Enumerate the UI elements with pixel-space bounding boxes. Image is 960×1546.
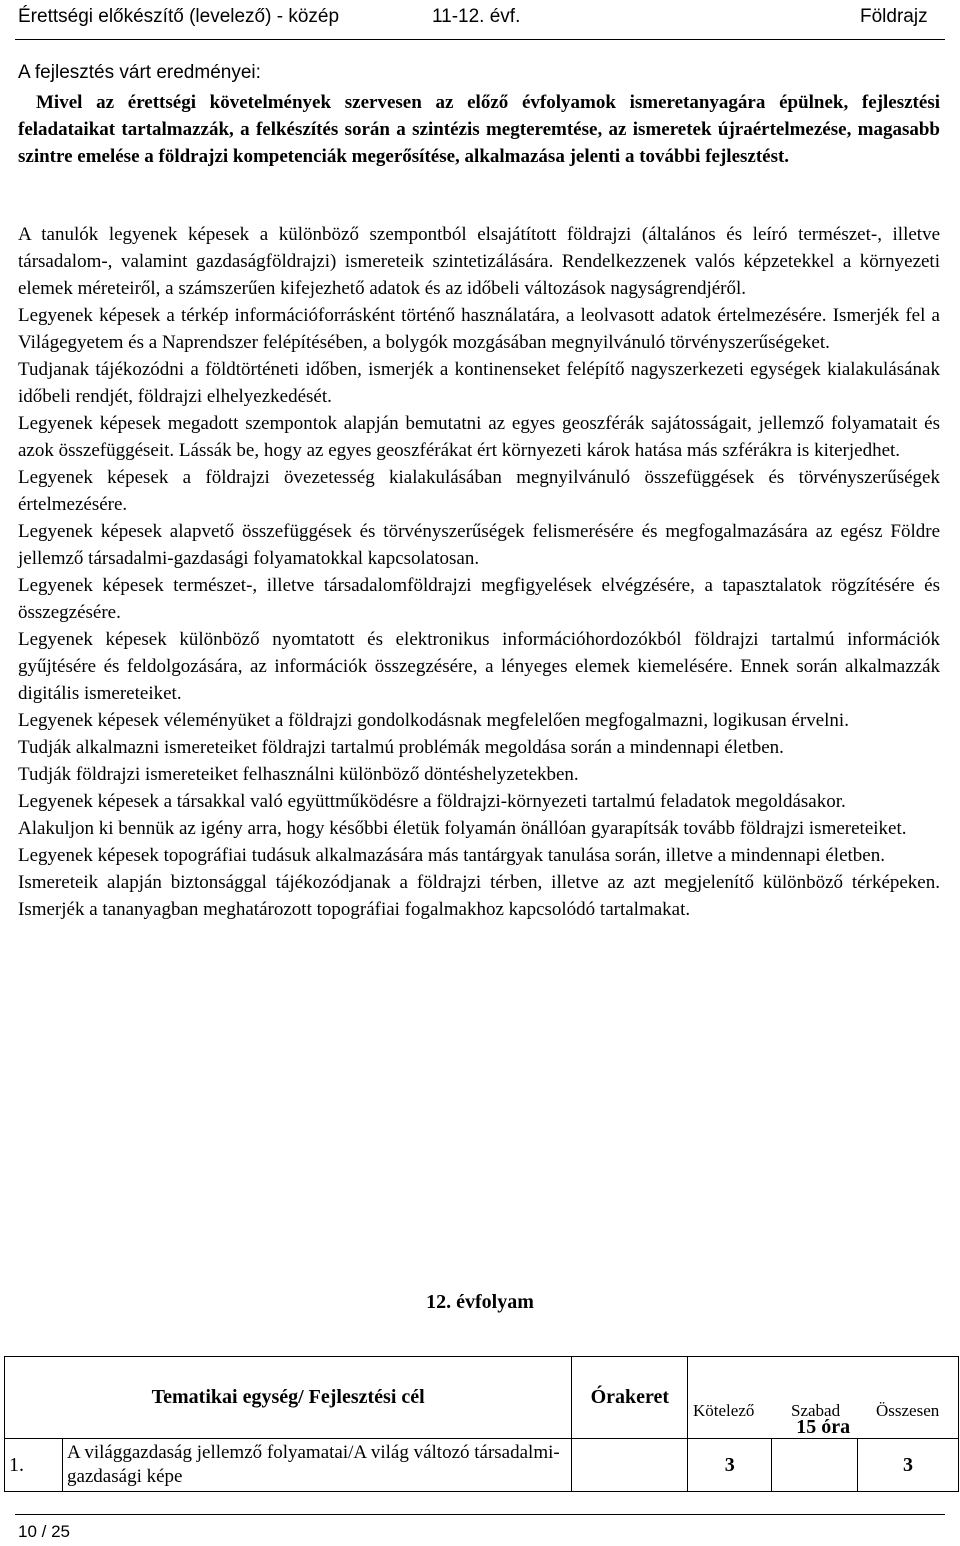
footer-divider bbox=[15, 1514, 945, 1515]
outcome-paragraph: Legyenek képesek a társakkal való együttműködésre a földrajzi-környezeti tartalmú feladatok megoldásakor. bbox=[18, 791, 846, 812]
row-free bbox=[772, 1439, 858, 1492]
curriculum-table bbox=[4, 1356, 959, 1492]
page-header bbox=[0, 0, 960, 40]
row-index: 1. bbox=[5, 1439, 63, 1492]
total-hours: 15 óra bbox=[688, 1357, 959, 1439]
outcome-paragraph: Legyenek képesek megadott szempontok alapján bemutatni az egyes geoszférák sajátosságait, jellemző folyamatait és azok összefüggéseit. Lássák be, hogy az egyes geoszférákat ért környezeti károk hatása más szférákra is kiterjedhet. bbox=[18, 413, 940, 461]
row-total: 3 bbox=[858, 1439, 959, 1492]
outcomes-list bbox=[18, 221, 940, 923]
row-required: 3 bbox=[688, 1439, 772, 1492]
required-column-header: Kötelező bbox=[693, 1401, 755, 1420]
table-row bbox=[5, 1439, 959, 1492]
outcome-paragraph: Tudják földrajzi ismereteiket felhasználni különböző döntéshelyzetekben. bbox=[18, 764, 579, 785]
outcome-paragraph: A tanulók legyenek képesek a különböző szempontból elsajátított földrajzi (általános és leíró természet-, illetve társadalom-, valamint gazdaságföldrajzi) ismereteik szintetizálására. Rendelkezzenek valós képzetekkel a környezeti elemek méreteiről, a számszerűen kifejezhető adatok és az időbeli változások nagyságrendjéről. bbox=[18, 224, 940, 299]
outcome-paragraph: Ismereteik alapján biztonsággal tájékozódjanak a földrajzi térben, illetve az azt megjelenítő különböző térképeken. Ismerjék a tananyagban meghatározott topográfiai fogalmakhoz kapcsolódó tartalmakat. bbox=[18, 872, 940, 920]
outcome-paragraph: Legyenek képesek a térkép információforrásként történő használatára, a leolvasott adatok értelmezésére. Ismerjék fel a Világegyetem és a Naprendszer felépítésében, a bolygók mozgásában megnyilvánuló törvényszerűségeket. bbox=[18, 305, 940, 353]
outcome-paragraph: Alakuljon ki bennük az igény arra, hogy későbbi életük folyamán önállóan gyarapítsák tovább földrajzi ismereteiket. bbox=[18, 818, 907, 839]
intro-paragraph: Mivel az érettségi követelmények szervesen az előző évfolyamok ismeretanyagára épülnek, fejlesztési feladataikat tartalmazzák, a felkészítés során a szintézis megteremtése, az ismeretek újraértelmezése, magasabb szintre emelése a földrajzi kompetenciák megerősítése, alkalmazása jelenti a további fejlesztést. bbox=[18, 92, 940, 167]
course-title: Érettségi előkészítő (levelező) - közép bbox=[18, 6, 340, 27]
subject-name: Földrajz bbox=[860, 6, 928, 27]
hours-column-header: Órakeret bbox=[572, 1357, 688, 1439]
outcome-paragraph: Legyenek képesek a földrajzi övezetesség kialakulásában megnyilvánuló összefüggések és törvényszerűségek értelmezésére. bbox=[18, 467, 940, 515]
grade-range: 11-12. évf. bbox=[432, 6, 521, 27]
page-number: 10 / 25 bbox=[18, 1522, 70, 1541]
outcome-paragraph: Legyenek képesek topográfiai tudásuk alkalmazására más tantárgyak tanulása során, illetve a mindennapi életben. bbox=[18, 845, 885, 866]
row-topic: A világgazdaság jellemző folyamatai/A világ változó társadalmi-gazdasági képe bbox=[62, 1439, 571, 1492]
outcome-paragraph: Tudják alkalmazni ismereteiket földrajzi tartalmú problémák megoldása során a mindennapi életben. bbox=[18, 737, 784, 758]
outcome-paragraph: Legyenek képesek véleményüket a földrajzi gondolkodásnak megfelelően megfogalmazni, logikusan érvelni. bbox=[18, 710, 849, 731]
topic-column-header: Tematikai egység/ Fejlesztési cél bbox=[5, 1357, 572, 1439]
outcome-paragraph: Tudjanak tájékozódni a földtörténeti időben, ismerjék a kontinenseket felépítő nagyszerkezeti egységek kialakulásának időbeli rendjét, földrajzi elhelyezkedését. bbox=[18, 359, 940, 407]
free-column-header: Szabad bbox=[791, 1401, 841, 1420]
section-heading: A fejlesztés várt eredményei: bbox=[18, 62, 261, 83]
header-divider bbox=[15, 39, 945, 40]
outcome-paragraph: Legyenek képesek alapvető összefüggések és törvényszerűségek felismerésére és megfogalmazására az egész Földre jellemző társadalmi-gazdasági folyamatokkal kapcsolatosan. bbox=[18, 521, 940, 569]
outcome-paragraph: Legyenek képesek különböző nyomtatott és elektronikus információhordozókból földrajzi tartalmú információk gyűjtésére és feldolgozására, az információk összegzésére, a lényeges elemek kiemelésére. Ennek során alkalmazzák digitális ismereteiket. bbox=[18, 629, 940, 704]
row-hours-empty bbox=[572, 1439, 688, 1492]
outcome-paragraph: Legyenek képesek természet-, illetve társadalomföldrajzi megfigyelések elvégzésére, a tapasztalatok rögzítésére és összegzésére. bbox=[18, 575, 940, 623]
total-column-header: Összesen bbox=[876, 1401, 940, 1420]
grade-title: 12. évfolyam bbox=[426, 1291, 534, 1313]
